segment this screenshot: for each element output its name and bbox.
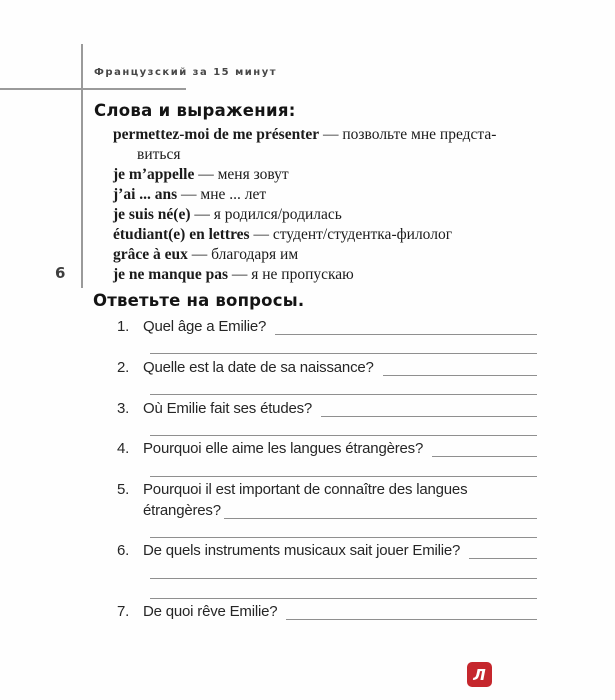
dash-separator: — — [191, 246, 208, 263]
question-number: 2. — [117, 358, 130, 376]
answer-line-inline — [224, 501, 537, 519]
answer-line-blank — [117, 419, 537, 439]
russian-translation: мне ... лет — [200, 186, 267, 203]
margin-vertical-rule — [81, 44, 83, 288]
russian-translation: позвольте мне предста- — [342, 126, 497, 143]
question-text: Pourquoi elle aime les langues étrangères? — [143, 440, 424, 458]
russian-translation: благодаря им — [211, 246, 299, 263]
answer-line-inline — [383, 358, 537, 376]
vocab-item — [113, 265, 539, 285]
dash-separator: — — [231, 266, 248, 283]
question-row — [117, 358, 537, 378]
french-term: étudiant(e) en lettres — [113, 226, 250, 243]
margin-horizontal-rule — [0, 88, 186, 90]
question-row — [117, 480, 537, 500]
french-term: grâce à eux — [113, 246, 188, 263]
dash-separator: — — [253, 226, 269, 243]
russian-translation: меня зовут — [217, 166, 289, 183]
dash-separator: — — [198, 166, 214, 183]
watermark-letter: Л — [473, 665, 486, 684]
french-term: permettez-moi de me présenter — [113, 126, 320, 143]
question-text: Quel âge a Emilie? — [143, 318, 267, 335]
vocabulary-list — [113, 125, 539, 285]
french-term: je suis né(e) — [113, 206, 191, 223]
dash-separator: — — [194, 206, 210, 223]
question-number: 1. — [117, 318, 130, 335]
french-term: je m’appelle — [113, 166, 195, 183]
vocab-item — [113, 225, 539, 245]
answer-line-blank — [117, 460, 537, 480]
vocabulary-heading: Слова и выражения: — [94, 101, 296, 120]
dash-separator: — — [181, 186, 197, 203]
question-text: Quelle est la date de sa naissance? — [143, 358, 374, 376]
russian-translation: я не пропускаю — [251, 266, 354, 283]
question-row — [117, 317, 537, 337]
question-text-continuation: étrangères? — [143, 501, 221, 519]
vocab-item — [113, 125, 539, 165]
question-row — [117, 541, 537, 561]
answer-line-inline — [286, 602, 537, 620]
running-header: Французский за 15 минут — [94, 67, 278, 78]
vocab-item — [113, 165, 539, 185]
answer-line-blank — [117, 562, 537, 582]
vocab-item — [113, 185, 539, 205]
vocab-item — [113, 205, 539, 225]
question-text: De quoi rêve Emilie? — [143, 603, 278, 621]
answer-line-blank — [117, 582, 537, 602]
question-number: 6. — [117, 542, 130, 560]
vocab-item — [113, 245, 539, 265]
russian-translation: студент/студентка-филолог — [272, 226, 453, 243]
question-text: De quels instruments musicaux sait jouer Emilie? — [143, 542, 461, 560]
answer-line-inline — [469, 541, 537, 559]
russian-translation-continuation: виться — [137, 146, 181, 163]
questions-list — [117, 317, 537, 623]
answer-line-blank — [117, 378, 537, 398]
question-row — [117, 602, 537, 622]
question-row — [117, 439, 537, 459]
labirint-watermark-logo — [467, 662, 492, 687]
question-number: 5. — [117, 481, 130, 499]
answer-line-inline — [275, 317, 537, 335]
page-number: 6 — [55, 264, 66, 282]
answer-line-inline — [321, 399, 537, 417]
russian-translation: я родился/родилась — [213, 206, 342, 223]
question-number: 4. — [117, 440, 130, 458]
question-number: 3. — [117, 399, 130, 417]
question-row — [117, 399, 537, 419]
dash-separator: — — [323, 126, 339, 143]
question-text: Où Emilie fait ses études? — [143, 399, 313, 417]
questions-heading: Ответьте на вопросы. — [93, 291, 305, 310]
question-text: Pourquoi il est important de connaître des langues — [143, 481, 468, 499]
french-term: je ne manque pas — [113, 266, 228, 283]
answer-line-blank — [117, 521, 537, 541]
french-term: j’ai ... ans — [113, 186, 178, 203]
question-continuation-row — [117, 501, 537, 521]
question-number: 7. — [117, 603, 130, 621]
answer-line-blank — [117, 337, 537, 357]
question-indent — [117, 501, 143, 521]
answer-line-inline — [432, 439, 537, 457]
